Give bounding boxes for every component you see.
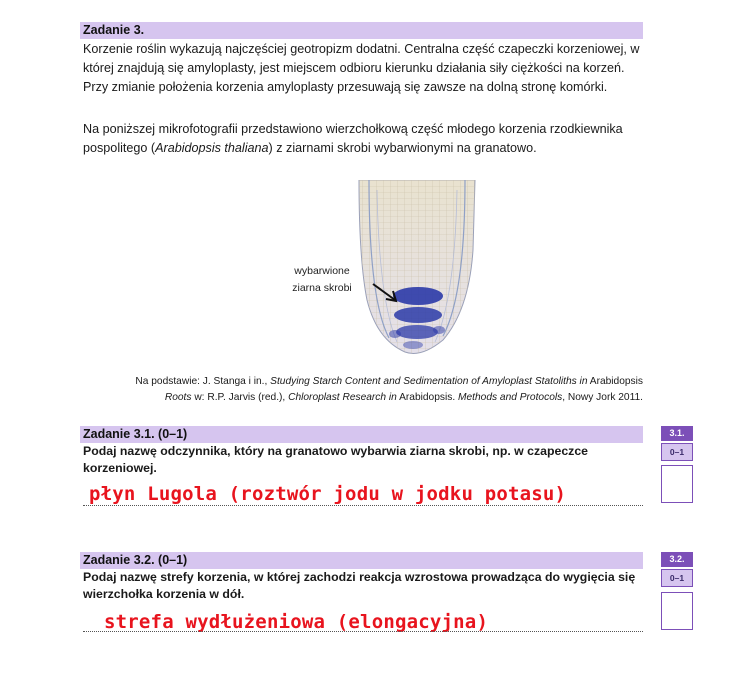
task-title: Zadanie 3. [83,23,145,37]
intro-paragraph-2 [83,120,643,158]
q31-answer-line [83,505,643,506]
intro-2-text-a: Na poniższej mikrofotografii przedstawiono wierzchołkową część młodego korzenia rzodkiewnika pospolitego ( [83,122,623,155]
q31-score-range: 0–1 [661,443,693,461]
intro-2-text-b: ) z ziarnami skrobi wybarwionymi na granatowo. [268,141,537,155]
q32-text: Podaj nazwę strefy korzenia, w której zachodzi reakcja wzrostowa prowadząca do wygięcia się wierzchołka korzenia w dół. [83,570,636,601]
task-intro-2 [83,120,643,158]
source-italic-4: Methods and Protocols [458,392,563,403]
q32-score-label: 3.2. [661,552,693,567]
q32-score-range: 0–1 [661,569,693,587]
species-name: Arabidopsis thaliana [155,141,269,155]
figure-label-line-1: wybarwione [294,265,350,277]
q31-text: Podaj nazwę odczynnika, który na granatowo wybarwia ziarna skrobi, np. w czapeczce korzeniowej. [83,444,589,475]
source-text-2: Arabidopsis [587,376,643,387]
source-line-2 [80,390,643,406]
q31-score-box[interactable] [661,465,693,503]
q32-score-box[interactable] [661,592,693,630]
task-intro-1 [83,40,643,97]
q31-title: Zadanie 3.1. (0–1) [83,427,188,441]
q32-answer-line [83,631,643,632]
q32-answer[interactable]: strefa wydłużeniowa (elongacyjna) [104,611,489,633]
source-text-4: Arabidopsis. [396,392,459,403]
q32-title: Zadanie 3.2. (0–1) [83,553,188,567]
q31-score-label: 3.1. [661,426,693,441]
intro-paragraph-1: Korzenie roślin wykazują najczęściej geotropizm dodatni. Centralna część czapeczki korzeniowej, w której znajdują się amyloplasty, jest miejscem odbioru kierunku działania siły ciężkości na korzeń. Przy zmianie położenia korzenia amyloplasty przesuwają się zawsze na dolną stronę komórki. [83,42,640,94]
figure-source [80,374,643,406]
task-header-bar [80,22,643,39]
figure-label [282,263,362,297]
source-italic-2: Roots [164,392,192,403]
figure-label-line-2: ziarna skrobi [292,282,352,294]
source-text-5: , Nowy Jork 2011. [562,392,643,403]
q31-answer[interactable]: płyn Lugola (roztwór jodu w jodku potasu) [89,483,567,505]
source-text-1: Na podstawie: J. Stanga i in., [135,376,271,387]
source-line-1 [80,374,643,390]
source-italic-1: Studying Starch Content and Sedimentation of Amyloplast Statoliths in [270,376,588,387]
source-italic-3: Chloroplast Research in [288,392,397,403]
root-tip-micrograph [355,180,479,358]
source-text-3: w: R.P. Jarvis (red.), [191,392,289,403]
